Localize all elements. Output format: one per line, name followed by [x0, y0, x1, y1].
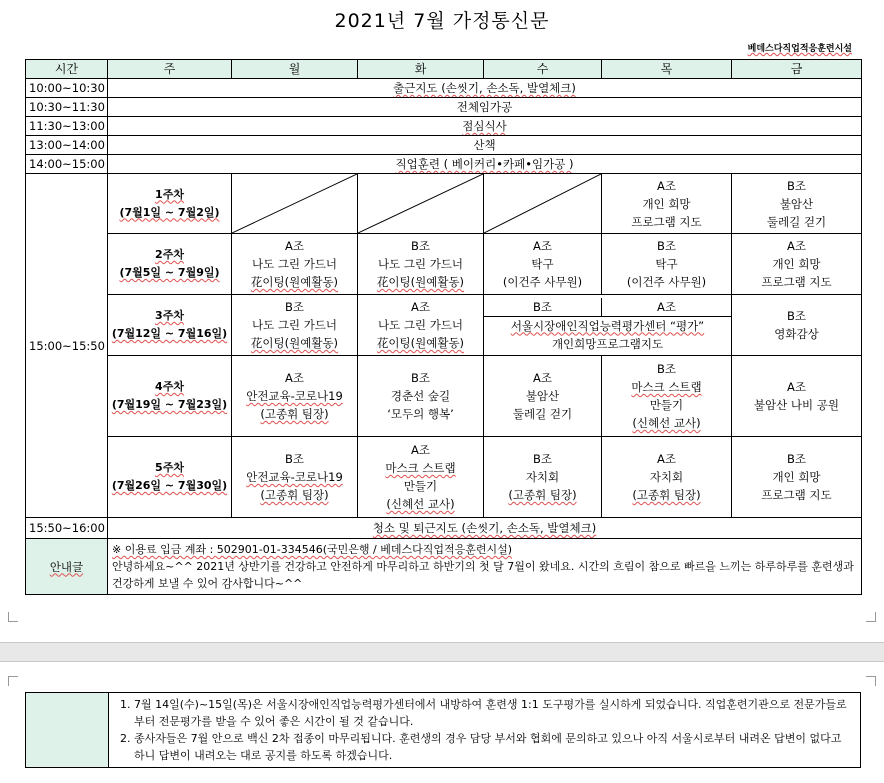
- page-break: [0, 642, 884, 662]
- program-cell: [358, 437, 484, 518]
- week-range: (7월5일 ~ 7월9일): [119, 266, 220, 279]
- table-header-row: [26, 60, 862, 79]
- program-name: 안전교육-코로나19: [246, 470, 343, 484]
- notice-row: [26, 539, 862, 595]
- program-cell: [732, 356, 862, 437]
- program-name: 자치회: [649, 470, 684, 484]
- program-name: 불암산: [779, 196, 814, 211]
- group-label: A조: [533, 371, 552, 385]
- program-cell: [732, 437, 862, 518]
- program-cell: [732, 295, 862, 356]
- program-name: 마스크 스트랩: [385, 461, 456, 475]
- program-name: 자치회: [525, 470, 560, 484]
- program-name: 개인 희망: [772, 470, 821, 484]
- time-cell: 10:00~10:30: [26, 79, 108, 98]
- program-detail: (신혜선 교사): [386, 497, 455, 511]
- group-label: B조: [787, 309, 806, 323]
- notes-list: [110, 694, 859, 766]
- program-detail: 프로그램 지도: [631, 214, 702, 229]
- program-detail: (고종휘 팀장): [260, 488, 329, 502]
- week-label: 2주차: [155, 248, 184, 261]
- program-name: 만들기: [649, 398, 684, 412]
- week-label-cell: [108, 174, 232, 234]
- program-cell: [358, 356, 484, 437]
- notice-message: 안녕하세요~^^ 2021년 상반기를 건강하고 안전하게 마무리하고 하반기의 첫 달 7월이 왔네요. 시간의 흐림이 참으로 빠르을 느끼는 하루하루를 훈련생과 건강하게 보낼 수 있어 감사합니다~^^: [112, 560, 854, 590]
- header-mon: 월: [232, 60, 358, 79]
- program-detail: (고종휘 팀장): [260, 407, 329, 421]
- notes-row: [26, 693, 861, 768]
- week-label-cell: [108, 437, 232, 518]
- program-detail: 둘레길 걷기: [512, 407, 573, 421]
- account-info: ※ 이용료 입금 계좌 : 502901-01-334546(국민은행 / 베데스다직업적응훈련시설): [112, 543, 513, 556]
- week-label-cell: [108, 295, 232, 356]
- program-detail: 花이팅(원예활동): [376, 275, 465, 289]
- program-cell: [232, 234, 358, 295]
- table-row: [26, 155, 862, 174]
- program-detail: ‘모두의 행복’: [387, 407, 454, 421]
- group-label: B조: [787, 178, 806, 193]
- page-title: 2021년 7월 가정통신문: [334, 10, 550, 32]
- week-label: 3주차: [155, 309, 184, 322]
- header-week: 주: [108, 60, 232, 79]
- program-cell: [358, 234, 484, 295]
- time-cell: 14:00~15:00: [26, 155, 108, 174]
- group-label: A조: [657, 299, 677, 314]
- program-cell: [232, 356, 358, 437]
- empty-slash-cell: [358, 174, 484, 234]
- session-time-cell: 15:00~15:50: [26, 174, 108, 518]
- program-name: 불암산: [525, 389, 560, 403]
- list-item: 2. 종사자들은 7월 안으로 백신 2차 접종이 마무리됩니다. 훈련생의 경우 담당 부서와 협회에 문의하고 있으나 아직 서울시로부터 내려온 답변이 없다고 하니 답변이 내려오는 대로 공지를 하도록 하겠습니다.: [134, 730, 855, 764]
- program-detail: 花이팅(원예활동): [376, 336, 465, 350]
- group-label: A조: [787, 239, 806, 253]
- notes-content: [109, 693, 861, 768]
- week-range: (7월26일 ~ 7월30일): [111, 479, 228, 492]
- activity-cell: 산책: [108, 136, 862, 155]
- empty-slash-cell: [484, 174, 602, 234]
- time-cell: 10:30~11:30: [26, 98, 108, 117]
- program-detail: (이건주 사무원): [626, 275, 707, 289]
- program-name: 안전교육-코로나19: [246, 389, 343, 403]
- program-cell: [484, 356, 602, 437]
- program-cell: [602, 437, 732, 518]
- group-label: B조: [657, 362, 676, 376]
- group-label: B조: [787, 452, 806, 466]
- week-row-5: [26, 437, 862, 518]
- week-label-cell: [108, 356, 232, 437]
- group-label: A조: [533, 239, 552, 253]
- time-cell: 15:50~16:00: [26, 518, 108, 539]
- group-label: A조: [657, 178, 676, 193]
- group-label: A조: [411, 300, 430, 314]
- header-fri: 금: [732, 60, 862, 79]
- program-cell: [484, 234, 602, 295]
- week-label: 5주차: [155, 461, 184, 474]
- program-cell: [732, 174, 862, 234]
- program-name: 개인 희망: [772, 257, 821, 271]
- group-label: A조: [285, 239, 304, 253]
- program-detail: (신혜선 교사): [632, 416, 701, 430]
- empty-slash-cell: [232, 174, 358, 234]
- week-row-3: [26, 295, 862, 356]
- program-cell: [602, 356, 732, 437]
- program-detail: 개인희망프로그램지도: [551, 336, 664, 351]
- activity-cell: 전체임가공: [108, 98, 862, 117]
- program-detail: 프로그램 지도: [761, 488, 832, 502]
- program-name: 마스크 스트랩: [631, 380, 702, 394]
- notice-label: 안내글: [26, 539, 108, 595]
- program-name: 서울시장애인직업능력평가센터 “평가”: [510, 318, 705, 333]
- activity-cell: 점심식사: [108, 117, 862, 136]
- week-label-cell: [108, 234, 232, 295]
- program-name: 나도 그린 가드너: [251, 318, 338, 332]
- program-detail: 프로그램 지도: [761, 275, 832, 289]
- week-row-2: [26, 234, 862, 295]
- list-item: 1. 7월 14일(수)~15일(목)은 서울시장애인직업능력평가센터에서 내방하여 훈련생 1:1 도구평가를 실시하게 되었습니다. 직업훈련기관으로 전문가들로부터 전문평가를 받을 수 있어 좋은 시간이 될 것 같습니다.: [134, 696, 855, 730]
- group-label: B조: [657, 239, 676, 253]
- header-time: 시간: [26, 60, 108, 79]
- header-tue: 화: [358, 60, 484, 79]
- group-label: B조: [285, 452, 304, 466]
- time-cell: 11:30~13:00: [26, 117, 108, 136]
- notes-label-cell: [26, 693, 109, 768]
- table-row: [26, 136, 862, 155]
- program-cell: [602, 174, 732, 234]
- program-detail: (이건주 사무원): [502, 275, 583, 289]
- group-label: A조: [411, 443, 430, 457]
- header-thu: 목: [602, 60, 732, 79]
- group-label: A조: [787, 380, 806, 394]
- program-cell: [232, 437, 358, 518]
- activity-cell: 출근지도 (손씻기, 손소독, 발열체크): [108, 79, 862, 98]
- program-name: 개인 희망: [642, 196, 691, 211]
- time-cell: 13:00~14:00: [26, 136, 108, 155]
- table-row: [26, 98, 862, 117]
- week-row-4: [26, 356, 862, 437]
- group-label: B조: [533, 452, 552, 466]
- table-row: [26, 79, 862, 98]
- notes-table: [25, 692, 861, 768]
- program-name: 만들기: [403, 479, 438, 493]
- organization-name: 베데스다직업적응훈련시설: [747, 44, 852, 54]
- program-detail: 둘레길 걷기: [766, 214, 827, 229]
- table-row: [26, 117, 862, 136]
- week-range: (7월1일 ~ 7월2일): [119, 205, 220, 219]
- week-label: 4주차: [155, 380, 184, 393]
- week-label: 1주차: [155, 187, 184, 201]
- week-range: (7월12일 ~ 7월16일): [111, 327, 228, 340]
- program-name: 나도 그린 가드너: [251, 257, 338, 271]
- program-detail: (고종휘 팀장): [632, 488, 701, 502]
- program-cell: [232, 295, 358, 356]
- evaluation-cell: [484, 295, 732, 356]
- header-wed: 수: [484, 60, 602, 79]
- program-cell: [732, 234, 862, 295]
- corner-mark: [8, 612, 18, 622]
- program-cell: [602, 234, 732, 295]
- activity-cell: 청소 및 퇴근지도 (손씻기, 손소독, 발열체크): [108, 518, 862, 539]
- program-name: 경춘선 숲길: [390, 389, 451, 403]
- group-label: B조: [285, 300, 304, 314]
- program-name: 나도 그린 가드너: [377, 318, 464, 332]
- group-label: A조: [285, 371, 304, 385]
- program-name: 탁구: [531, 257, 554, 271]
- group-label: B조: [484, 298, 602, 316]
- program-name: 불암산 나비 공원: [753, 398, 840, 412]
- group-split: [484, 298, 731, 317]
- corner-mark: [866, 612, 876, 622]
- week-row-1: [26, 174, 862, 234]
- program-name: 탁구: [655, 257, 678, 271]
- group-label: A조: [657, 452, 676, 466]
- notice-content: [108, 539, 862, 595]
- activity-cell: 직업훈련 ( 베이커리•카페•임가공 ): [108, 155, 862, 174]
- corner-mark: [8, 676, 18, 686]
- group-label: B조: [411, 239, 430, 253]
- group-label: B조: [411, 371, 430, 385]
- program-cell: [358, 295, 484, 356]
- week-range: (7월19일 ~ 7월23일): [111, 398, 228, 411]
- program-detail: (고종휘 팀장): [508, 488, 577, 502]
- program-name: 나도 그린 가드너: [377, 257, 464, 271]
- corner-mark: [866, 676, 876, 686]
- table-row: [26, 518, 862, 539]
- program-detail: 花이팅(원예활동): [250, 275, 339, 289]
- program-cell: [484, 437, 602, 518]
- program-detail: 花이팅(원예활동): [250, 336, 339, 350]
- program-name: 영화감상: [774, 327, 819, 341]
- schedule-table: [25, 59, 862, 595]
